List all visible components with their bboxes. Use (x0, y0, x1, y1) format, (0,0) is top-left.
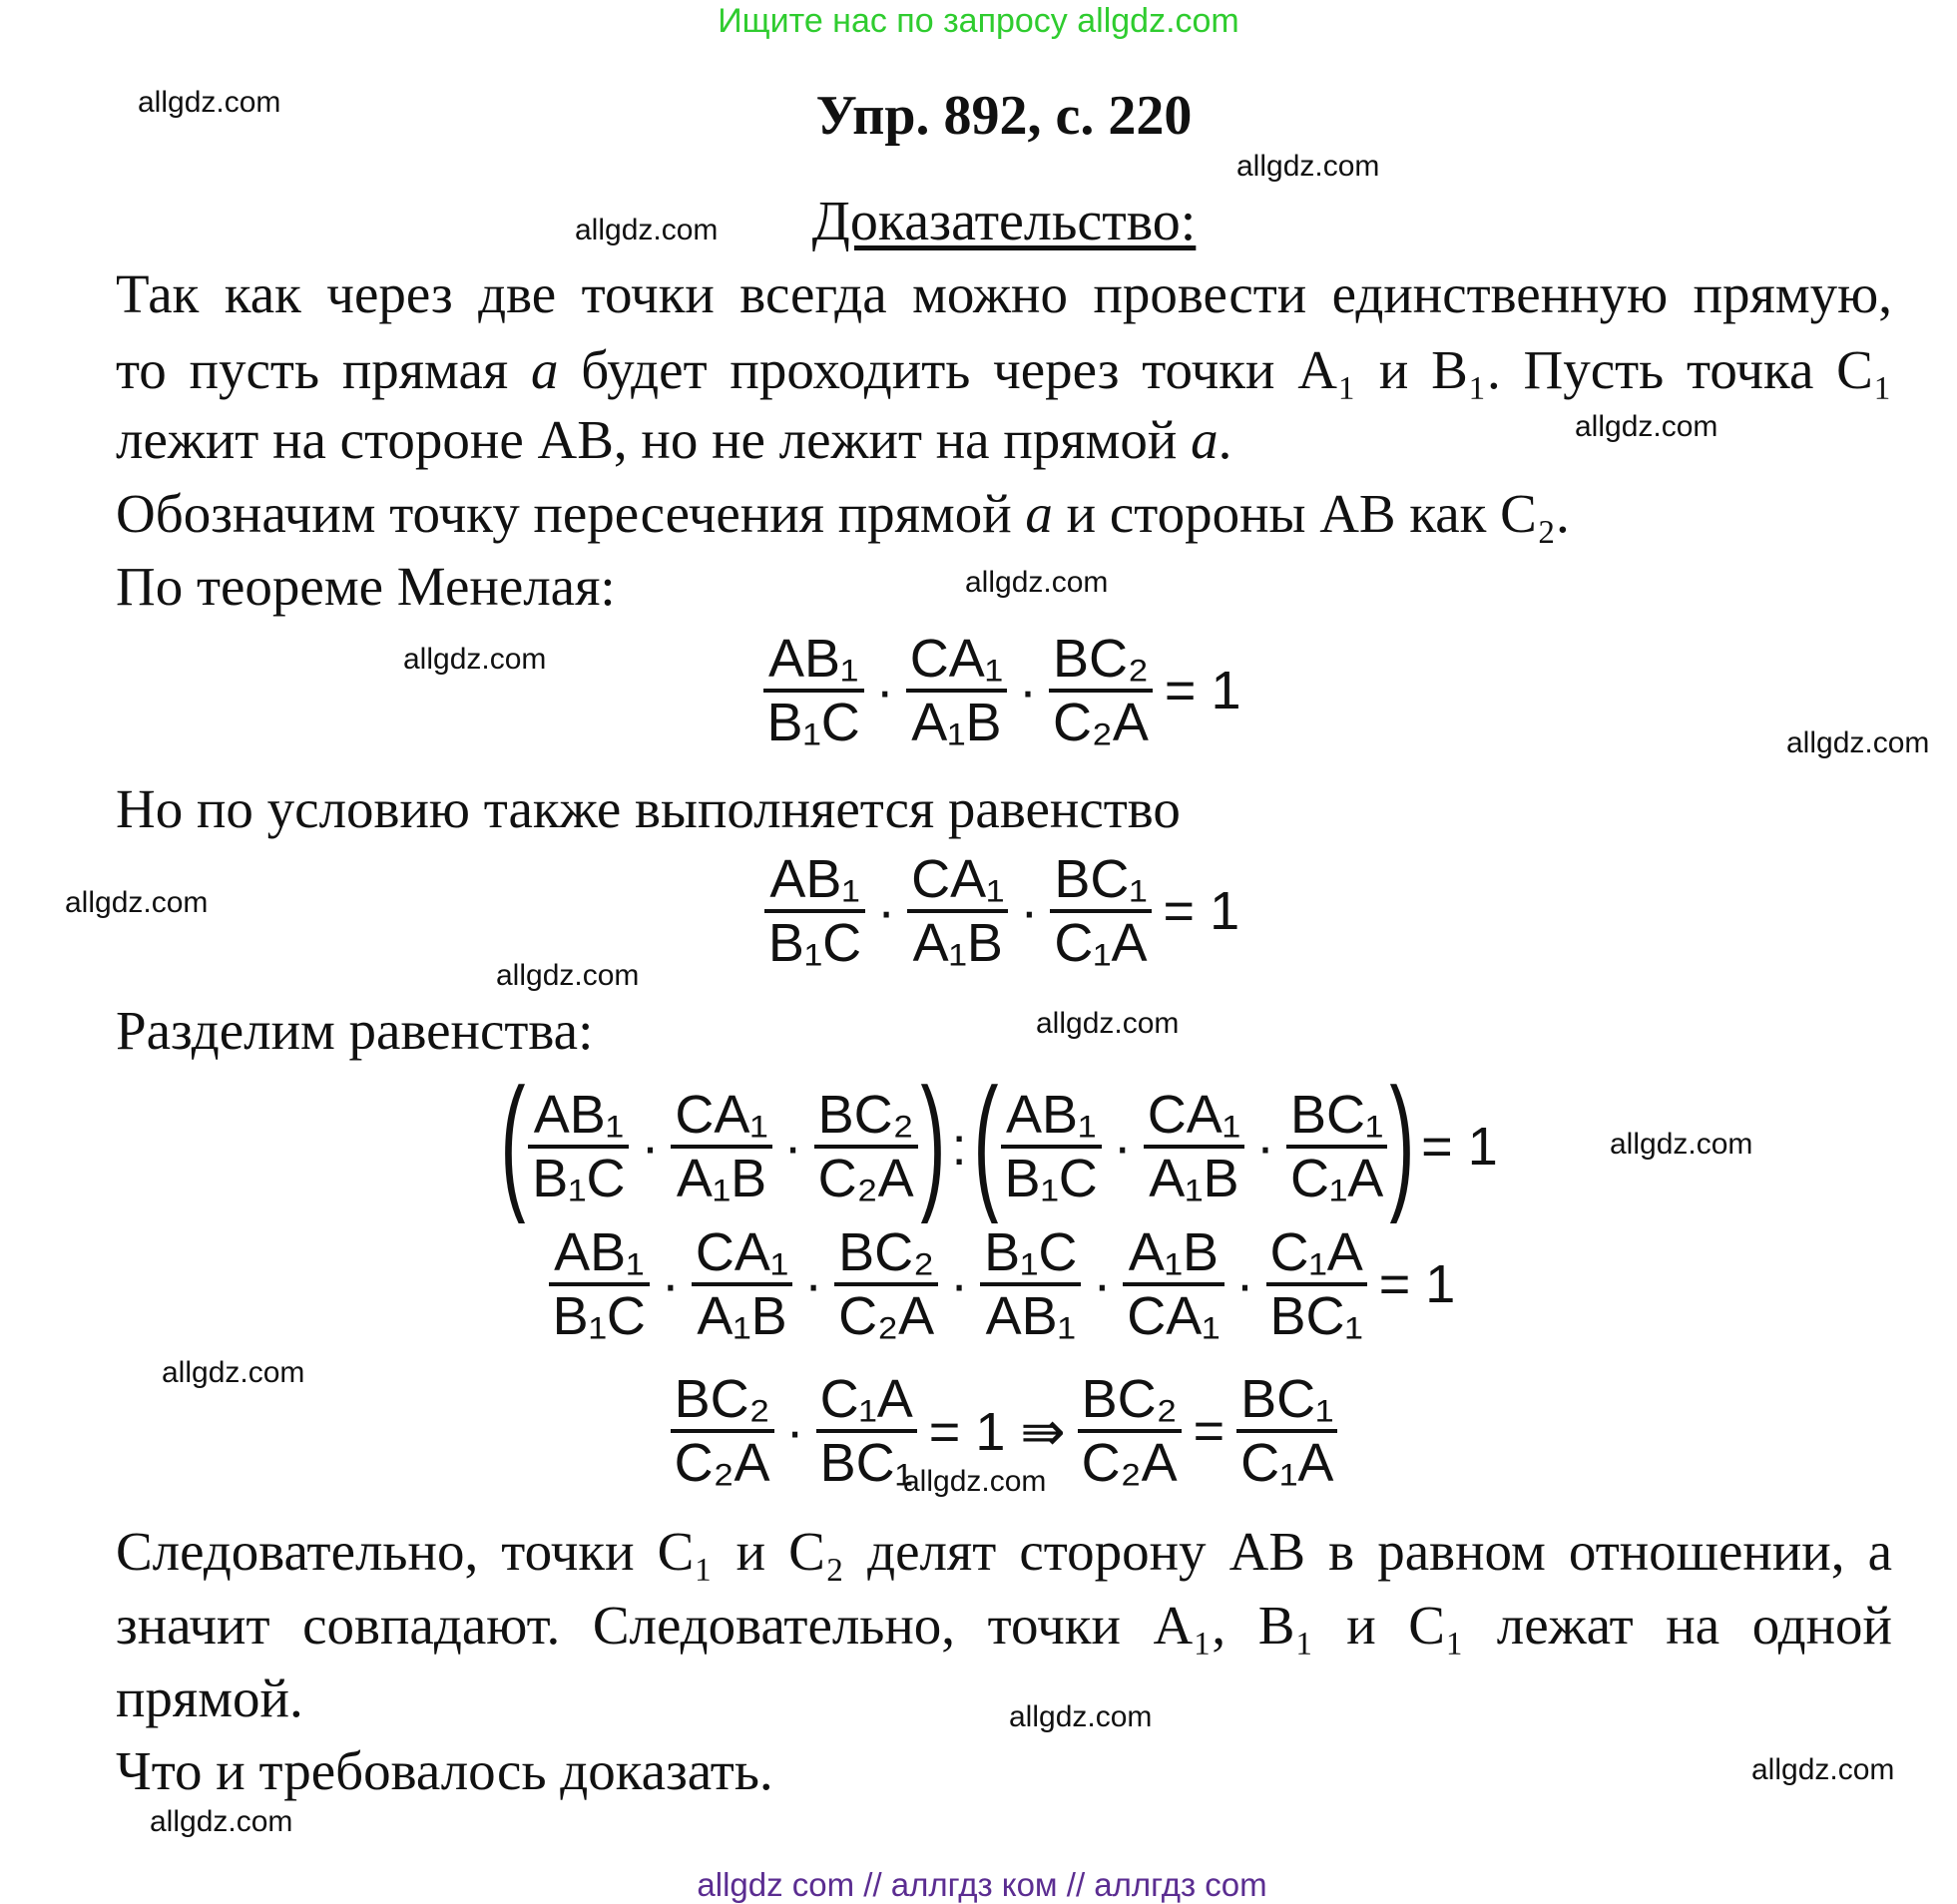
numerator: CA₁ (1147, 1085, 1240, 1145)
denominator: BC₁ (1269, 1286, 1363, 1346)
text-segment: то пусть прямая (116, 339, 531, 400)
numerator: BC₁ (1054, 849, 1148, 909)
text-line (116, 338, 1892, 402)
operator: · (783, 1117, 802, 1177)
operator: · (1018, 661, 1037, 720)
numerator: AB₁ (533, 1085, 624, 1145)
watermark: allgdz.com (65, 886, 209, 919)
text-segment: прямой. (116, 1667, 303, 1728)
condition-formula (0, 849, 1957, 973)
denominator: B₁C (766, 693, 860, 752)
denominator: C₂A (1081, 1433, 1178, 1493)
page-title: Упр. 892, с. 220 (815, 85, 1193, 147)
text-line (116, 1739, 773, 1803)
denominator: C₂A (674, 1433, 770, 1493)
parenthesis: ( (500, 1057, 526, 1224)
parenthesis: ) (1389, 1057, 1415, 1224)
text-line (116, 999, 593, 1063)
operator: = 1 (1164, 661, 1241, 720)
watermark: allgdz.com (1575, 410, 1718, 443)
watermark: allgdz.com (903, 1465, 1047, 1498)
numerator: CA₁ (909, 629, 1003, 689)
numerator: BC₁ (1240, 1369, 1334, 1429)
watermark: allgdz.com (1009, 1700, 1153, 1733)
denominator: C₁A (1289, 1149, 1384, 1208)
operator: · (1113, 1117, 1132, 1177)
numerator: BC₁ (1289, 1085, 1384, 1145)
watermark: allgdz.com (1786, 726, 1930, 759)
watermark: allgdz.com (150, 1805, 293, 1838)
operator: · (804, 1254, 823, 1314)
text-segment: Обозначим точку пересечения прямой (116, 483, 1026, 544)
fraction (814, 1085, 918, 1208)
numerator: AB₁ (1006, 1085, 1097, 1145)
expanded-formula (0, 1222, 1957, 1346)
fraction (1050, 849, 1151, 973)
operator: · (950, 1254, 969, 1314)
fraction (834, 1222, 938, 1346)
watermark: allgdz.com (575, 214, 719, 246)
fraction (764, 849, 865, 973)
watermark: allgdz.com (1036, 1007, 1180, 1040)
text-segment: Но по условию также выполняется равенство (116, 778, 1181, 839)
operator: = 1 ⇛ (928, 1401, 1066, 1462)
fraction (906, 629, 1007, 752)
text-segment: Следовательно, точки C₁ и C₂ делят сторону AB в равном отношении, а (116, 1521, 1892, 1582)
numerator: CA₁ (911, 849, 1005, 909)
text-segment: Что и требовалось доказать. (116, 1740, 773, 1801)
denominator: A₁B (911, 693, 1002, 752)
numerator: BC₂ (1052, 629, 1149, 689)
watermark: allgdz.com (138, 86, 281, 119)
text-segment: значит совпадают. Следовательно, точки A₁, B₁ и C₁ лежат на одной (116, 1595, 1892, 1656)
denominator: B₁C (552, 1286, 646, 1346)
text-line (116, 1666, 303, 1730)
watermark: allgdz.com (1751, 1753, 1895, 1786)
text-line (116, 1520, 1892, 1584)
text-line (116, 482, 1570, 546)
operator: · (641, 1117, 660, 1177)
denominator: AB₁ (985, 1286, 1076, 1346)
fraction (1286, 1085, 1387, 1208)
watermark: allgdz.com (162, 1356, 305, 1389)
denominator: BC₁ (819, 1433, 913, 1493)
operator: · (1093, 1254, 1112, 1314)
text-segment: лежит на стороне AB, но не лежит на прямой (116, 409, 1192, 470)
operator: = 1 (1163, 881, 1240, 941)
operator: · (1020, 881, 1039, 941)
text-line (116, 777, 1181, 841)
operator: · (1256, 1117, 1274, 1177)
fraction (671, 1369, 774, 1493)
fraction (1236, 1369, 1337, 1493)
fraction (671, 1085, 771, 1208)
numerator: CA₁ (695, 1222, 789, 1282)
text-segment: Так как через две точки всегда можно провести единственную прямую, (116, 263, 1892, 324)
numerator: A₁B (1128, 1222, 1220, 1282)
fraction (1078, 1369, 1182, 1493)
text-line (116, 555, 616, 619)
fraction (1049, 629, 1153, 752)
variable: a (1025, 483, 1053, 544)
text-segment: По теореме Менелая: (116, 556, 616, 617)
search-banner: Ищите нас по запросу allgdz.com (718, 2, 1239, 40)
denominator: B₁C (767, 913, 862, 973)
numerator: CA₁ (675, 1085, 768, 1145)
denominator: C₂A (817, 1149, 914, 1208)
text-segment: будет проходить через точки A₁ и B₁. Пусть точка C₁ (558, 339, 1892, 400)
fraction (1123, 1222, 1223, 1346)
denominator: C₁A (1240, 1433, 1334, 1493)
numerator: AB₁ (554, 1222, 645, 1282)
numerator: C₁A (819, 1369, 913, 1429)
operator: = 1 (1421, 1117, 1498, 1177)
operator: : (951, 1117, 967, 1177)
numerator: BC₂ (838, 1222, 935, 1282)
numerator: AB₁ (767, 629, 859, 689)
fraction (816, 1369, 917, 1493)
numerator: AB₁ (769, 849, 860, 909)
footer-links: allgdz com // аллгдз ком // аллгдз com (697, 1866, 1267, 1903)
operator: = 1 (1378, 1254, 1456, 1314)
text-line (116, 1594, 1892, 1658)
numerator: BC₂ (674, 1369, 770, 1429)
watermark: allgdz.com (496, 959, 640, 992)
denominator: C₂A (1052, 693, 1149, 752)
variable: a (530, 339, 559, 400)
fraction (980, 1222, 1081, 1346)
fraction (1266, 1222, 1367, 1346)
numerator: C₁A (1269, 1222, 1363, 1282)
denominator: B₁C (1004, 1149, 1098, 1208)
fraction (1144, 1085, 1244, 1208)
fraction (763, 629, 864, 752)
denominator: CA₁ (1127, 1286, 1221, 1346)
fraction (549, 1222, 650, 1346)
denominator: A₁B (676, 1149, 767, 1208)
denominator: B₁C (532, 1149, 626, 1208)
text-segment: и стороны AB как C₂. (1052, 483, 1570, 544)
text-segment: Разделим равенства: (116, 1000, 594, 1061)
numerator: B₁C (984, 1222, 1078, 1282)
fraction (528, 1085, 629, 1208)
fraction (907, 849, 1008, 973)
parenthesis: ) (920, 1057, 946, 1224)
operator: · (875, 661, 894, 720)
operator: · (877, 881, 896, 941)
section-heading: Доказательство: (811, 191, 1197, 252)
watermark: allgdz.com (965, 566, 1109, 599)
numerator: BC₂ (817, 1085, 914, 1145)
watermark: allgdz.com (1610, 1128, 1753, 1161)
denominator: C₂A (838, 1286, 935, 1346)
operator: · (1235, 1254, 1254, 1314)
operator: = (1193, 1401, 1225, 1461)
denominator: A₁B (1149, 1149, 1239, 1208)
text-line (116, 262, 1892, 326)
numerator: BC₂ (1081, 1369, 1178, 1429)
denominator: A₁B (912, 913, 1003, 973)
text-segment: . (1218, 409, 1232, 470)
parenthesis: ( (973, 1057, 999, 1224)
watermark: allgdz.com (403, 643, 547, 676)
menelaus-formula (0, 629, 1957, 752)
fraction (1001, 1085, 1102, 1208)
operator: · (785, 1401, 804, 1461)
variable: a (1191, 409, 1219, 470)
denominator: A₁B (697, 1286, 787, 1346)
text-line (116, 408, 1231, 472)
operator: · (661, 1254, 680, 1314)
denominator: C₁A (1054, 913, 1148, 973)
fraction (692, 1222, 792, 1346)
watermark: allgdz.com (1236, 150, 1380, 183)
